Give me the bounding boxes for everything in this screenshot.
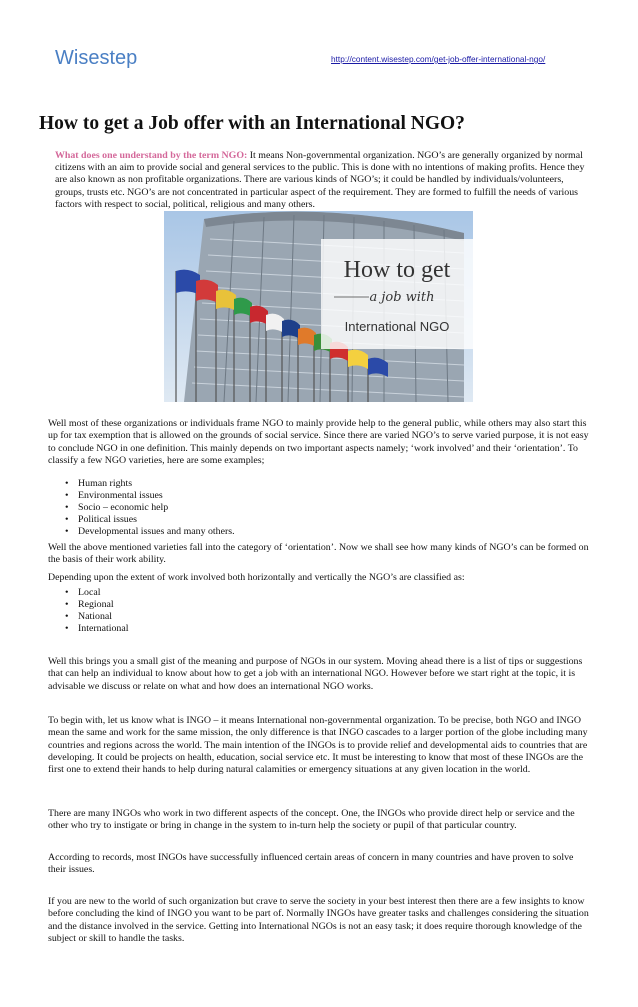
level-list <box>48 587 128 635</box>
paragraph-2: Well the above mentioned varieties fall into the category of ‘orientation’. Now we shall see how many kinds of NGO’s can be formed on the basis of their work ability. <box>48 542 589 566</box>
paragraph-3: Depending upon the extent of work involved both horizontally and vertically the NGO’s are classified as: <box>48 572 465 583</box>
list-item: • International <box>78 623 128 635</box>
orientation-list <box>48 478 235 538</box>
list-item: • Political issues <box>78 514 235 526</box>
list-item: • Socio – economic help <box>78 502 235 514</box>
list-item: • Regional <box>78 599 128 611</box>
list-item: • Human rights <box>78 478 235 490</box>
intro-text: It means Non-governmental organization. NGO’s are generally organized by normal citizens with an aim to provide social and general services to the public. This is done with no intentions of making profits. Hence they are also known as non profitable organizations. There are various kinds of NGO’s; it could be handled by individuals/volunteers, groups, trusts etc. NGO’s are not concentrated in particular aspect of the requirement. They are formed to fulfill the needs of various factors with respect to social, political, religious and many others. <box>55 150 585 210</box>
paragraph-8: If you are new to the world of such organization but crave to serve the society in your best interest then there are a few insights to know before concluding the kind of INGO you want to be part of. Normally INGOs have greater tasks and challenges considering the situation and the distance involved in the service. Getting into International NGOs is not an easy task; it does require thorough knowledge of the subject or skill to handle the tasks. <box>48 896 589 944</box>
source-link[interactable]: http://content.wisestep.com/get-job-offer-international-ngo/ <box>331 54 546 64</box>
hero-image <box>164 211 473 402</box>
article-title: How to get a Job offer with an International NGO? <box>39 113 465 134</box>
overlay-line-2: a job with <box>369 290 435 305</box>
list-item: • National <box>78 611 128 623</box>
paragraph-6: There are many INGOs who work in two different aspects of the concept. One, the INGOs who provide direct help or service and the other who try to instigate or bring in change in the system to in-turn help the society or pupil of that particular country. <box>48 808 575 832</box>
hero-illustration <box>164 211 473 402</box>
list-item: • Environmental issues <box>78 490 235 502</box>
overlay-line-1: How to get <box>343 257 451 283</box>
paragraph-7: According to records, most INGOs have successfully influenced certain areas of concern in many countries and have proven to solve their issues. <box>48 852 574 876</box>
intro-lead: What does one understand by the term NGO: <box>55 150 248 161</box>
paragraph-5: To begin with, let us know what is INGO – it means International non-governmental organization. To be precise, both NGO and INGO mean the same and work for the same mission, the only difference is that INGO cascades to a larger portion of the globe including many countries and regions across the world. The main intention of the INGOs is to provide relief and developmental aids to countries that are developing. It could be projects on health, education, social service etc. It must be interesting to know that most of these INGOs are the first one to extend their hands to help during natural calamities or emergency situations at any given location in the world. <box>48 715 588 776</box>
paragraph-1: Well most of these organizations or individuals frame NGO to mainly provide help to the general public, while others may also start this up for tax exemption that is allowed on the grounds of social service. Since there are varied NGO’s to serve varied purpose, it is not easy to conclude NGO in one definition. This mainly depends on two important aspects namely; ‘work involved’ and their ‘orientation’. To classify a few NGO varieties, here are some examples; <box>48 418 589 466</box>
title-overlay <box>321 239 473 349</box>
paragraph-4: Well this brings you a small gist of the meaning and purpose of NGOs in our system. Moving ahead there is a list of tips or suggestions that can help an individual to know about how to get a job with an international NGO. However before we start right at the topic, it is advisable we discuss or relate on what and how does an international NGO works. <box>48 656 583 692</box>
overlay-line-3: International NGO <box>344 319 450 334</box>
list-item: • Local <box>78 587 128 599</box>
list-item: • Developmental issues and many others. <box>78 526 235 538</box>
brand-logo[interactable]: Wisestep <box>55 47 138 69</box>
intro-paragraph <box>55 150 591 211</box>
